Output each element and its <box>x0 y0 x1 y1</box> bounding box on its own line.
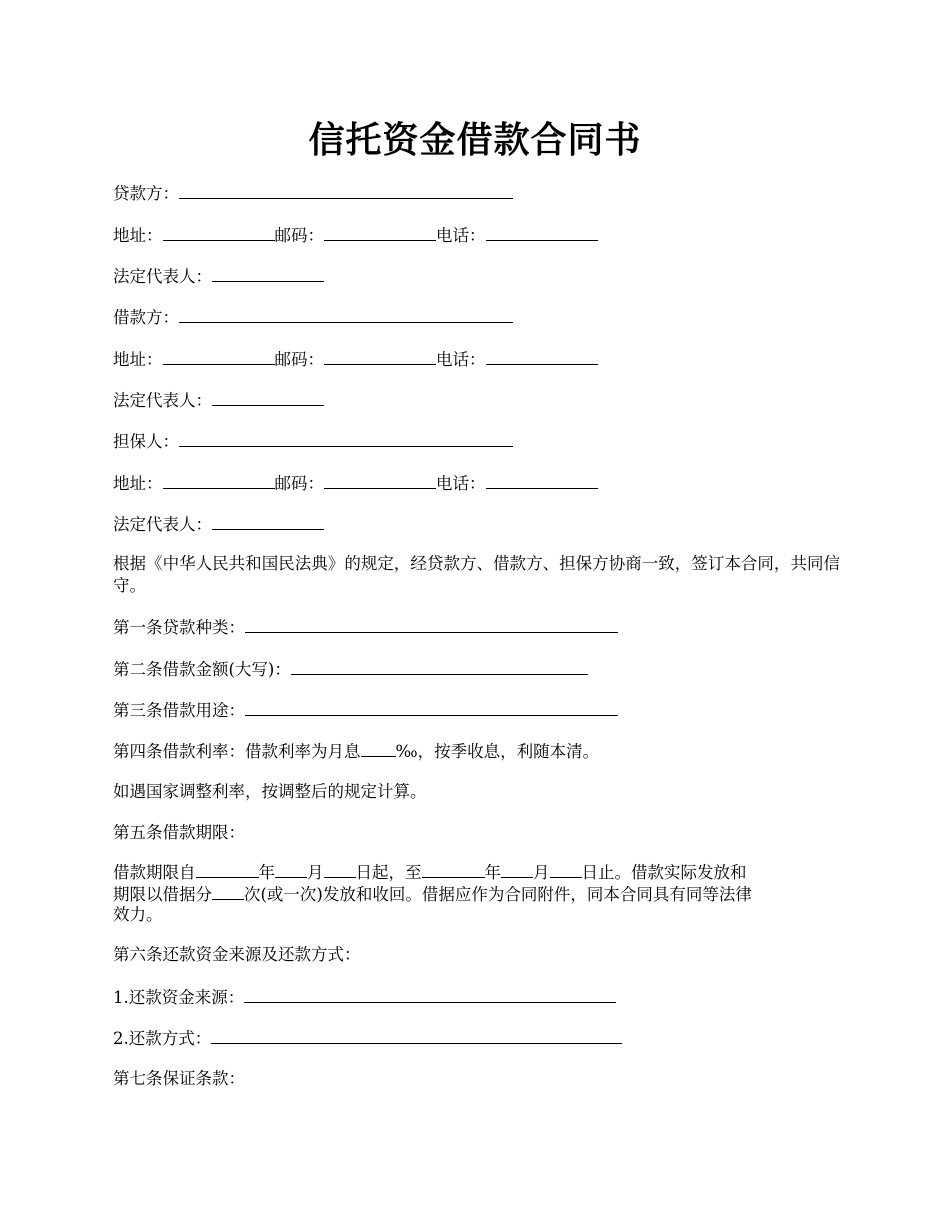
lender-rep-blank[interactable] <box>212 264 324 282</box>
installments-label: 期限以借据分 <box>113 885 212 904</box>
repayment-method-blank[interactable] <box>211 1026 622 1044</box>
guarantor-name-blank[interactable] <box>179 429 513 447</box>
borrower-zip-blank[interactable] <box>324 347 436 365</box>
guarantor-tel-label: 电话： <box>436 474 486 493</box>
lender-rep-line <box>113 264 840 288</box>
article2-line <box>113 657 840 681</box>
end-year-blank[interactable] <box>422 860 485 878</box>
borrower-name-line <box>113 305 840 329</box>
borrower-contact-line <box>113 347 840 371</box>
guarantor-rep-blank[interactable] <box>212 512 324 530</box>
borrower-tel-label: 电话： <box>436 350 486 369</box>
rate-adjust-line: 如遇国家调整利率，按调整后的规定计算。 <box>113 782 427 801</box>
loan-purpose-blank[interactable] <box>245 698 618 716</box>
term-line-3: 效力。 <box>113 905 163 924</box>
guarantor-rep-label: 法定代表人： <box>113 515 212 534</box>
start-month-blank[interactable] <box>275 860 307 878</box>
repayment-source-line <box>113 985 840 1009</box>
borrower-rep-line <box>113 388 840 412</box>
repayment-method-label: 2.还款方式： <box>113 1029 212 1048</box>
guarantor-tel-blank[interactable] <box>486 471 598 489</box>
term-line-1 <box>113 860 840 884</box>
start-year-label: 年 <box>258 863 275 882</box>
lender-tel-blank[interactable] <box>486 223 598 241</box>
article6-heading: 第六条还款资金来源及还款方式： <box>113 945 361 964</box>
article3-line <box>113 698 840 722</box>
repayment-source-label: 1.还款资金来源： <box>113 988 245 1007</box>
guarantor-name-label: 担保人： <box>113 432 179 451</box>
end-day-label: 日止。借款实际发放和 <box>581 863 747 882</box>
article1-line <box>113 615 840 639</box>
interest-rate-blank[interactable] <box>361 739 396 757</box>
borrower-name-label: 借款方： <box>113 308 179 327</box>
start-month-label: 月 <box>307 863 324 882</box>
lender-zip-label: 邮码： <box>274 226 324 245</box>
lender-contact-line <box>113 223 840 247</box>
borrower-tel-blank[interactable] <box>486 347 598 365</box>
article4-prefix: 第四条借款利率：借款利率为月息 <box>113 742 361 761</box>
lender-addr-blank[interactable] <box>163 223 275 241</box>
repayment-source-blank[interactable] <box>244 985 616 1003</box>
preamble-paragraph: 根据《中华人民共和国民法典》的规定，经贷款方、借款方、担保方协商一致，签订本合同，共同信守。 <box>113 554 840 595</box>
start-year-blank[interactable] <box>196 860 259 878</box>
term-from-label: 借款期限自 <box>113 863 196 882</box>
document-title: 信托资金借款合同书 <box>308 119 642 161</box>
article4-suffix: ‰，按季收息，利随本清。 <box>395 742 600 761</box>
end-day-blank[interactable] <box>550 860 582 878</box>
start-day-blank[interactable] <box>324 860 356 878</box>
end-month-label: 月 <box>533 863 550 882</box>
lender-name-blank[interactable] <box>179 181 513 199</box>
guarantor-zip-label: 邮码： <box>274 474 324 493</box>
installments-suffix: 次(或一次)发放和收回。借据应作为合同附件，同本合同具有同等法律 <box>244 885 752 904</box>
lender-tel-label: 电话： <box>436 226 486 245</box>
borrower-addr-label: 地址： <box>113 350 163 369</box>
article2-label: 第二条借款金额(大写)： <box>113 660 291 679</box>
borrower-addr-blank[interactable] <box>163 347 275 365</box>
lender-addr-label: 地址： <box>113 226 163 245</box>
guarantor-name-line <box>113 429 840 453</box>
lender-rep-label: 法定代表人： <box>113 267 212 286</box>
guarantor-addr-blank[interactable] <box>163 471 275 489</box>
article7-heading: 第七条保证条款： <box>113 1069 245 1088</box>
guarantor-addr-label: 地址： <box>113 474 163 493</box>
article3-label: 第三条借款用途： <box>113 701 245 720</box>
article1-label: 第一条贷款种类： <box>113 618 245 637</box>
article5-heading: 第五条借款期限： <box>113 823 245 842</box>
borrower-rep-blank[interactable] <box>212 388 324 406</box>
lender-zip-blank[interactable] <box>324 223 436 241</box>
installments-blank[interactable] <box>212 882 244 900</box>
borrower-name-blank[interactable] <box>179 305 513 323</box>
guarantor-contact-line <box>113 471 840 495</box>
borrower-rep-label: 法定代表人： <box>113 391 212 410</box>
repayment-method-line <box>113 1026 840 1050</box>
guarantor-zip-blank[interactable] <box>324 471 436 489</box>
loan-amount-blank[interactable] <box>291 657 588 675</box>
end-month-blank[interactable] <box>501 860 533 878</box>
guarantor-rep-line <box>113 512 840 536</box>
loan-type-blank[interactable] <box>245 615 618 633</box>
borrower-zip-label: 邮码： <box>274 350 324 369</box>
lender-name-label: 贷款方： <box>113 184 179 203</box>
lender-name-line <box>113 181 840 205</box>
end-year-label: 年 <box>484 863 501 882</box>
article4-line <box>113 739 840 763</box>
start-day-label: 日起，至 <box>355 863 422 882</box>
term-line-2 <box>113 882 840 906</box>
